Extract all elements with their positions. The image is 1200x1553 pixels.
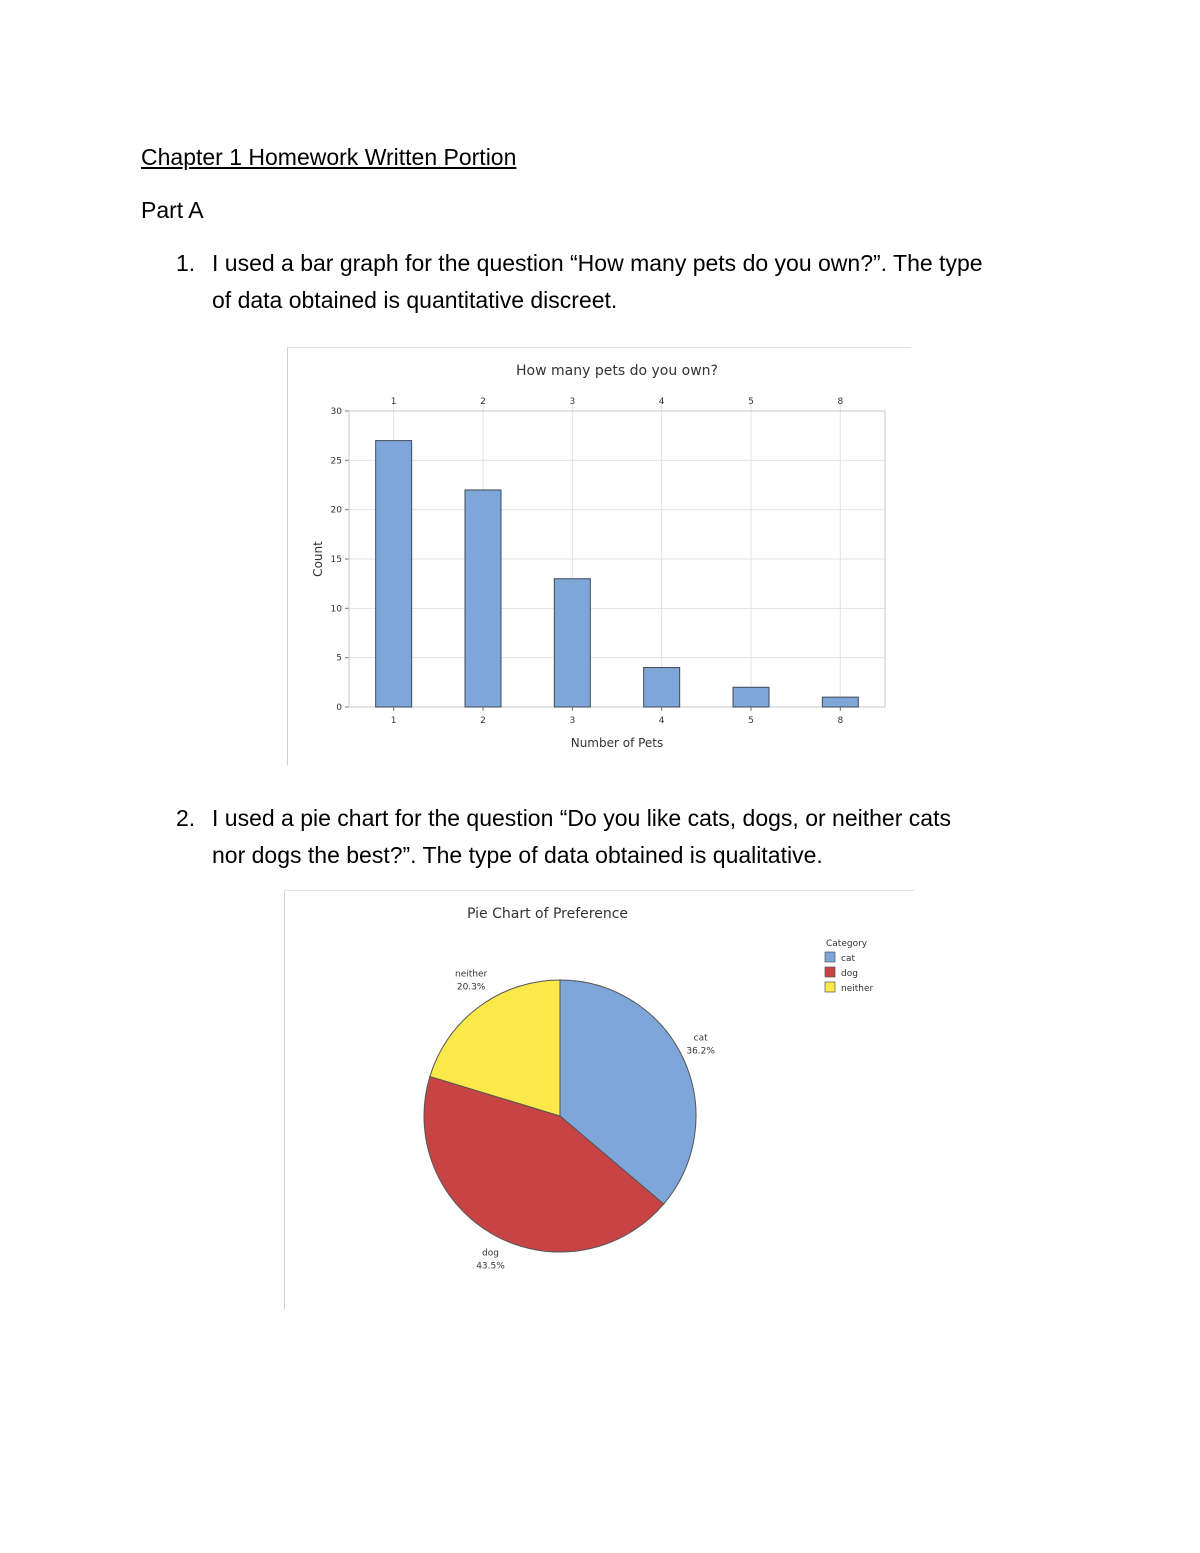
- legend-label-cat: cat: [841, 954, 855, 964]
- y-axis-label: Count: [311, 541, 325, 577]
- y-tick-label: 20: [330, 505, 342, 516]
- y-tick-label: 5: [336, 653, 342, 664]
- bar-4: [644, 668, 680, 707]
- x-tick-label: 8: [837, 716, 844, 726]
- x-tick-label: 1: [390, 716, 397, 726]
- x-top-tick-label: 1: [390, 397, 397, 407]
- slice-label-cat: cat: [693, 1033, 708, 1044]
- question-text: [212, 245, 1072, 319]
- chart-title: Pie Chart of Preference: [467, 906, 628, 922]
- question-line: of data obtained is quantitative discreet.: [212, 287, 618, 313]
- slice-label-neither: neither: [455, 969, 488, 980]
- question-line: I used a pie chart for the question “Do you like cats, dogs, or neither cats: [212, 805, 951, 831]
- y-tick-label: 10: [330, 604, 342, 615]
- x-tick-label: 3: [569, 716, 576, 726]
- question-text: [212, 800, 1072, 874]
- x-tick-label: 2: [480, 716, 486, 726]
- question-line: I used a bar graph for the question “How many pets do you own?”. The type: [212, 250, 983, 276]
- legend-label-neither: neither: [841, 984, 874, 994]
- slice-percent-dog: 43.5%: [476, 1261, 505, 1272]
- x-tick-label: 4: [658, 716, 665, 726]
- legend-swatch-neither: [825, 982, 835, 992]
- y-tick-label: 15: [330, 555, 342, 565]
- legend-title: Category: [826, 939, 868, 949]
- x-top-tick-label: 4: [658, 397, 665, 407]
- x-top-tick-label: 8: [837, 397, 844, 407]
- bar-2: [465, 490, 501, 707]
- chart-title: How many pets do you own?: [516, 363, 718, 379]
- document-title: Chapter 1 Homework Written Portion: [141, 144, 517, 170]
- y-tick-label: 30: [330, 407, 342, 417]
- slice-percent-cat: 36.2%: [686, 1046, 715, 1057]
- question-number: 1.: [176, 250, 196, 276]
- pie-chart-figure: [284, 890, 914, 1310]
- slice-percent-neither: 20.3%: [456, 982, 486, 993]
- pie-chart: [284, 890, 914, 1310]
- legend-swatch-cat: [825, 952, 835, 962]
- x-tick-label: 5: [748, 716, 754, 726]
- legend-swatch-dog: [825, 967, 835, 977]
- part-heading: Part A: [141, 197, 204, 223]
- x-top-tick-label: 3: [569, 397, 576, 407]
- legend-label-dog: dog: [841, 969, 858, 979]
- x-top-tick-label: 5: [748, 397, 754, 407]
- y-tick-label: 0: [336, 703, 342, 713]
- y-tick-label: 25: [330, 456, 342, 467]
- slice-label-dog: dog: [482, 1248, 499, 1259]
- question-number: 2.: [176, 805, 196, 831]
- x-top-tick-label: 2: [480, 397, 486, 407]
- x-axis-label: Number of Pets: [570, 736, 664, 750]
- question-line: nor dogs the best?”. The type of data obtained is qualitative.: [212, 842, 823, 868]
- bar-1: [376, 441, 412, 707]
- bar-5: [733, 687, 769, 707]
- bar-chart-figure: [287, 347, 911, 765]
- bar-chart: [287, 347, 911, 765]
- bar-3: [554, 579, 590, 707]
- bar-8: [822, 697, 858, 707]
